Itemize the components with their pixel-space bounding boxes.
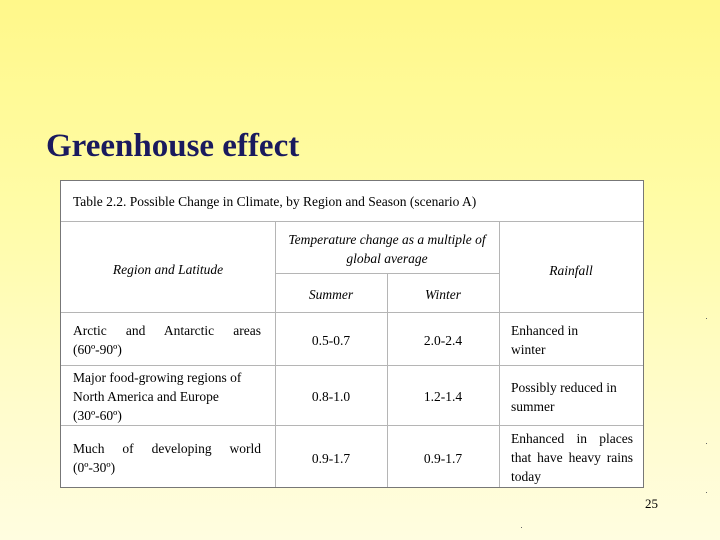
page-number: 25 (645, 496, 658, 511)
row-3-winter: 0.9-1.7 (423, 451, 463, 466)
col-divider-region (275, 221, 276, 487)
table-caption: Table 2.2. Possible Change in Climate, by Region and Season (scenario A) (73, 194, 477, 209)
row-3-summer: 0.9-1.7 (311, 451, 351, 466)
decorative-dot (521, 527, 522, 528)
row-2-rainfall: Possibly reduced in summer (511, 380, 617, 414)
row-2-region: Major food-growing regions of North America and Europe (30º-60º) (73, 370, 242, 423)
rule-row-2 (61, 425, 643, 426)
header-summer: Summer (308, 287, 354, 302)
decorative-dot (706, 318, 707, 319)
header-region: Region and Latitude (112, 262, 224, 277)
row-3-rainfall: Enhanced in places that have heavy rains today (511, 431, 633, 484)
rule-header (61, 312, 643, 313)
row-2-summer: 0.8-1.0 (311, 389, 351, 404)
header-rainfall: Rainfall (549, 263, 593, 278)
row-3-region: Much of developing world (0º-30º) (73, 441, 261, 475)
rule-row-1 (61, 365, 643, 366)
row-1-region: Arctic and Antarctic areas (60º-90º) (73, 323, 261, 357)
row-1-winter: 2.0-2.4 (423, 333, 463, 348)
rule-caption (61, 221, 643, 222)
row-2-winter: 1.2-1.4 (423, 389, 463, 404)
header-temperature: Temperature change as a multiple of global average (288, 232, 486, 266)
decorative-dot (706, 443, 707, 444)
decorative-dot (706, 492, 707, 493)
header-winter: Winter (425, 287, 461, 302)
row-1-rainfall: Enhanced in winter (511, 323, 579, 357)
climate-table (60, 180, 644, 488)
slide-title: Greenhouse effect (46, 128, 300, 164)
row-1-summer: 0.5-0.7 (311, 333, 351, 348)
